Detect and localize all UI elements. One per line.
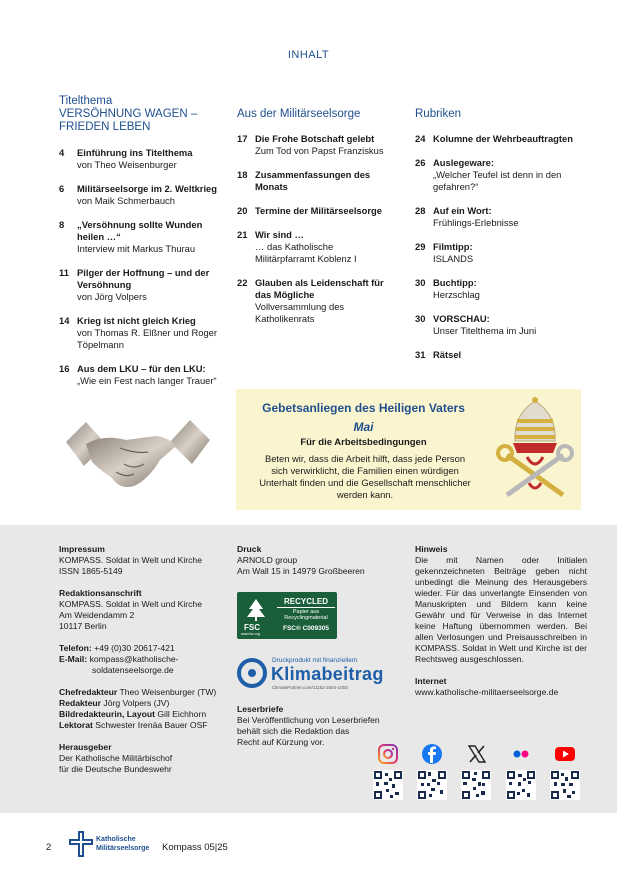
- toc-subtitle: ISLANDS: [433, 253, 474, 264]
- toc-item[interactable]: [415, 349, 587, 361]
- toc-subtitle: Frühlings-Erlebnisse: [433, 217, 519, 228]
- toc-page-number: 26: [415, 157, 426, 168]
- facebook-qr-code[interactable]: [417, 770, 447, 800]
- instagram-qr-code[interactable]: [373, 770, 403, 800]
- climate-contribution-label: [237, 656, 387, 690]
- toc-title: Aus dem LKU – für den LKU:: [77, 363, 206, 374]
- toc-list-titelthema: [59, 147, 231, 399]
- toc-page-number: 31: [415, 349, 426, 360]
- toc-page-number: 18: [237, 169, 248, 180]
- toc-title: Zusammenfassungen des Monats: [255, 169, 371, 192]
- prayer-heading: Gebetsanliegen des Heiligen Vaters: [262, 401, 465, 415]
- fsc-paper-line: Recyclingmaterial: [284, 615, 328, 621]
- section-title-line: Titelthema: [59, 95, 113, 107]
- toc-page-number: 14: [59, 315, 70, 326]
- toc-item[interactable]: [59, 147, 231, 171]
- climate-big-text: Klimabeitrag: [271, 664, 384, 684]
- staff-name: Gill Eichhorn: [157, 709, 207, 719]
- letters-line: Bei Veröffentlichung von Leserbriefen: [237, 715, 380, 725]
- toc-title: Militärseelsorge im 2. Weltkrieg: [77, 183, 217, 194]
- website-link[interactable]: www.katholische-militaerseelsorge.de: [415, 687, 559, 697]
- prayer-intention-box: [236, 389, 581, 510]
- militaerseelsorge-logo: [68, 830, 158, 858]
- imprint-line: ISSN 1865-5149: [59, 566, 123, 576]
- fsc-recycled-label: [237, 592, 337, 639]
- address-heading: Redaktionsanschrift: [59, 588, 142, 598]
- toc-page-number: 29: [415, 241, 426, 252]
- address-line: Am Weidendamm 2: [59, 610, 135, 620]
- email-link-continued[interactable]: soldatenseelsorge.de: [92, 665, 174, 675]
- section-title-line: VERSÖHNUNG WAGEN –: [59, 108, 198, 120]
- prayer-topic: Für die Arbeitsbedingungen: [300, 437, 427, 448]
- facebook-icon[interactable]: [421, 743, 443, 765]
- staff-line: [59, 698, 229, 709]
- toc-title: Filmtipp:: [433, 241, 473, 252]
- toc-subtitle: Unser Titelthema im Juni: [433, 325, 537, 336]
- magazine-issue: Kompass 05|25: [162, 842, 228, 853]
- fsc-paper-line: Papier aus: [292, 609, 320, 615]
- publisher-heading: Herausgeber: [59, 742, 112, 752]
- email-label: E-Mail:: [59, 654, 88, 664]
- notice-text: Die mit Namen oder Initialen gekennzeichneten Beiträge geben nicht unbedingt die Meinung des Herausgebers wieder. Für das unverlangte Einsenden von Manuskripten und Bildern kann keine Gewähr und für Verweise in das Internet keine Haftung übernommen werden. Bei allen Verlosungen und Preisausschreiben in KOMPASS. Soldat in Welt und Kirche ist der Rechtsweg ausgeschlossen.: [415, 555, 587, 664]
- toc-title: Auf ein Wort:: [433, 205, 492, 216]
- staff-role: Bildredakteurin, Layout: [59, 709, 155, 719]
- print-line: ARNOLD group: [237, 555, 298, 565]
- toc-subtitle: von Thomas R. Elßner und Roger Töpelmann: [77, 327, 217, 350]
- logo-text: Katholische: [96, 836, 136, 843]
- youtube-icon[interactable]: [554, 743, 576, 765]
- letters-line: behält sich die Redaktion das: [237, 726, 350, 736]
- prayer-month: Mai: [353, 420, 374, 434]
- fsc-recycled: RECYCLED: [277, 597, 335, 608]
- climate-partner-icon: [237, 658, 267, 688]
- toc-title: Die Frohe Botschaft gelebt: [255, 133, 375, 144]
- toc-title: Pilger der Hoffnung – und der Versöhnung: [77, 267, 210, 290]
- phone-label: Telefon:: [59, 643, 92, 653]
- prayer-text: Beten wir, dass die Arbeit hilft, dass jede Person sich verwirklicht, die Familien einen würdigen Unterhalt finden und die Gesellschaft menschlicher werden kann.: [259, 453, 471, 500]
- toc-title: Kolumne der Wehrbeauftragten: [433, 133, 573, 144]
- imprint-column-3: [415, 544, 587, 709]
- toc-item[interactable]: [237, 205, 387, 217]
- toc-item[interactable]: [237, 277, 387, 325]
- climate-id: ClimatePartner.com/11152-2504-1003: [272, 685, 348, 690]
- toc-title: Auslegeware:: [433, 157, 494, 168]
- fsc-code: FSC® C009305: [283, 625, 329, 632]
- email-link[interactable]: kompass@katholische-: [89, 654, 179, 664]
- cross-logo-icon: [68, 830, 94, 858]
- toc-page-number: 17: [237, 133, 248, 144]
- toc-subtitle: Zum Tod von Papst Franziskus: [255, 145, 384, 156]
- toc-title: Glauben als Leidenschaft für das Mögliche: [255, 277, 384, 300]
- toc-page-number: 11: [59, 267, 69, 278]
- toc-page-number: 16: [59, 363, 70, 374]
- phone-number[interactable]: +49 (0)30 20617-421: [94, 643, 175, 653]
- imprint-line: KOMPASS. Soldat in Welt und Kirche: [59, 555, 202, 565]
- climate-small-text: Druckprodukt mit finanziellem: [272, 657, 358, 664]
- toc-subtitle: Herzschlag: [433, 289, 480, 300]
- staff-role: Lektorat: [59, 720, 93, 730]
- toc-title: Termine der Militärseelsorge: [255, 205, 382, 216]
- imprint-column-1: [59, 544, 229, 786]
- page-number: 2: [46, 842, 52, 853]
- address-line: KOMPASS. Soldat in Welt und Kirche: [59, 599, 202, 609]
- instagram-icon[interactable]: [377, 743, 399, 765]
- toc-page-number: 20: [237, 205, 248, 216]
- staff-line: [59, 720, 229, 731]
- handshake-icon: [64, 418, 212, 498]
- x-qr-code[interactable]: [461, 770, 491, 800]
- toc-page-number: 8: [59, 219, 65, 230]
- fsc-brand: FSC: [244, 623, 260, 632]
- toc-page-number: 30: [415, 277, 426, 288]
- toc-subtitle: „Wie ein Fest nach langer Trauer“: [77, 375, 217, 386]
- x-icon[interactable]: [466, 743, 488, 765]
- print-line: Am Wall 15 in 14979 Großbeeren: [237, 566, 365, 576]
- section-title-line: FRIEDEN LEBEN: [59, 121, 151, 133]
- imprint-heading: Impressum: [59, 544, 105, 554]
- section-title-militaerseelsorge: Aus der Militärseelsorge: [237, 108, 361, 120]
- logo-text: Militärseelsorge: [96, 845, 150, 852]
- internet-heading: Internet: [415, 676, 447, 686]
- toc-page-number: 22: [237, 277, 248, 288]
- toc-item[interactable]: [415, 133, 587, 145]
- toc-item[interactable]: [415, 313, 587, 337]
- toc-subtitle: … das Katholische Militärpfarramt Koblenz I: [255, 241, 357, 264]
- toc-item[interactable]: [415, 157, 587, 193]
- letters-section: [237, 704, 407, 748]
- toc-item[interactable]: [237, 229, 387, 265]
- toc-title: VORSCHAU:: [433, 313, 490, 324]
- toc-title: „Versöhnung sollte Wunden heilen …“: [77, 219, 203, 242]
- notice-heading: Hinweis: [415, 544, 448, 554]
- email-line: [59, 654, 229, 665]
- section-title-rubriken: Rubriken: [415, 108, 462, 120]
- toc-item[interactable]: [415, 205, 587, 229]
- toc-subtitle: von Maik Schmerbauch: [77, 195, 175, 206]
- letters-line: Recht auf Kürzung vor.: [237, 737, 325, 747]
- toc-subtitle: von Jörg Volpers: [77, 291, 147, 302]
- toc-title: Buchtipp:: [433, 277, 477, 288]
- toc-subtitle: „Welcher Teufel ist denn in den gefahren?“: [433, 169, 562, 192]
- page-title: INHALT: [287, 49, 330, 61]
- staff-role: Chefredakteur: [59, 687, 118, 697]
- publisher-line: Der Katholische Militärbischof: [59, 753, 173, 763]
- toc-page-number: 28: [415, 205, 426, 216]
- toc-item[interactable]: [59, 183, 231, 207]
- toc-item[interactable]: [59, 363, 231, 387]
- section-title-titelthema: [59, 95, 197, 134]
- toc-page-number: 24: [415, 133, 426, 144]
- toc-page-number: 4: [59, 147, 65, 158]
- toc-page-number: 6: [59, 183, 65, 194]
- toc-title: Rätsel: [433, 349, 462, 360]
- staff-name: Schwester Irenäa Bauer OSF: [95, 720, 208, 730]
- toc-title: Krieg ist nicht gleich Krieg: [77, 315, 196, 326]
- fsc-tree-icon: [243, 597, 269, 623]
- toc-list-rubriken: [415, 133, 587, 373]
- toc-subtitle: Vollversammlung des Katholikenrats: [255, 301, 345, 324]
- staff-name: Jörg Volpers (JV): [103, 698, 170, 708]
- toc-item[interactable]: [59, 315, 231, 351]
- toc-page-number: 30: [415, 313, 426, 324]
- staff-line: [59, 709, 229, 720]
- toc-item[interactable]: [415, 241, 587, 265]
- toc-list-militaerseelsorge: [237, 133, 387, 337]
- flickr-qr-code[interactable]: [506, 770, 536, 800]
- letters-heading: Leserbriefe: [237, 704, 284, 714]
- toc-item[interactable]: [59, 267, 231, 303]
- publisher-line: für die Deutsche Bundeswehr: [59, 764, 172, 774]
- imprint-column-2: [237, 544, 407, 577]
- toc-title: Wir sind …: [255, 229, 304, 240]
- toc-page-number: 21: [237, 229, 248, 240]
- toc-item[interactable]: [237, 169, 387, 193]
- print-heading: Druck: [237, 544, 262, 554]
- staff-name: Theo Weisenburger (TW): [119, 687, 217, 697]
- toc-item[interactable]: [59, 219, 231, 255]
- toc-subtitle: Interview mit Markus Thurau: [77, 243, 196, 254]
- fsc-url: www.fsc.org: [241, 632, 260, 636]
- toc-title: Einführung ins Titelthema: [77, 147, 193, 158]
- phone-line: [59, 643, 229, 654]
- papal-coat-of-arms-icon: [493, 395, 578, 503]
- toc-item[interactable]: [415, 277, 587, 301]
- flickr-icon[interactable]: [510, 743, 532, 765]
- staff-role: Redakteur: [59, 698, 102, 708]
- toc-subtitle: von Theo Weisenburger: [77, 159, 177, 170]
- youtube-qr-code[interactable]: [550, 770, 580, 800]
- address-line: 10117 Berlin: [59, 621, 107, 631]
- staff-line: [59, 687, 229, 698]
- toc-item[interactable]: [237, 133, 387, 157]
